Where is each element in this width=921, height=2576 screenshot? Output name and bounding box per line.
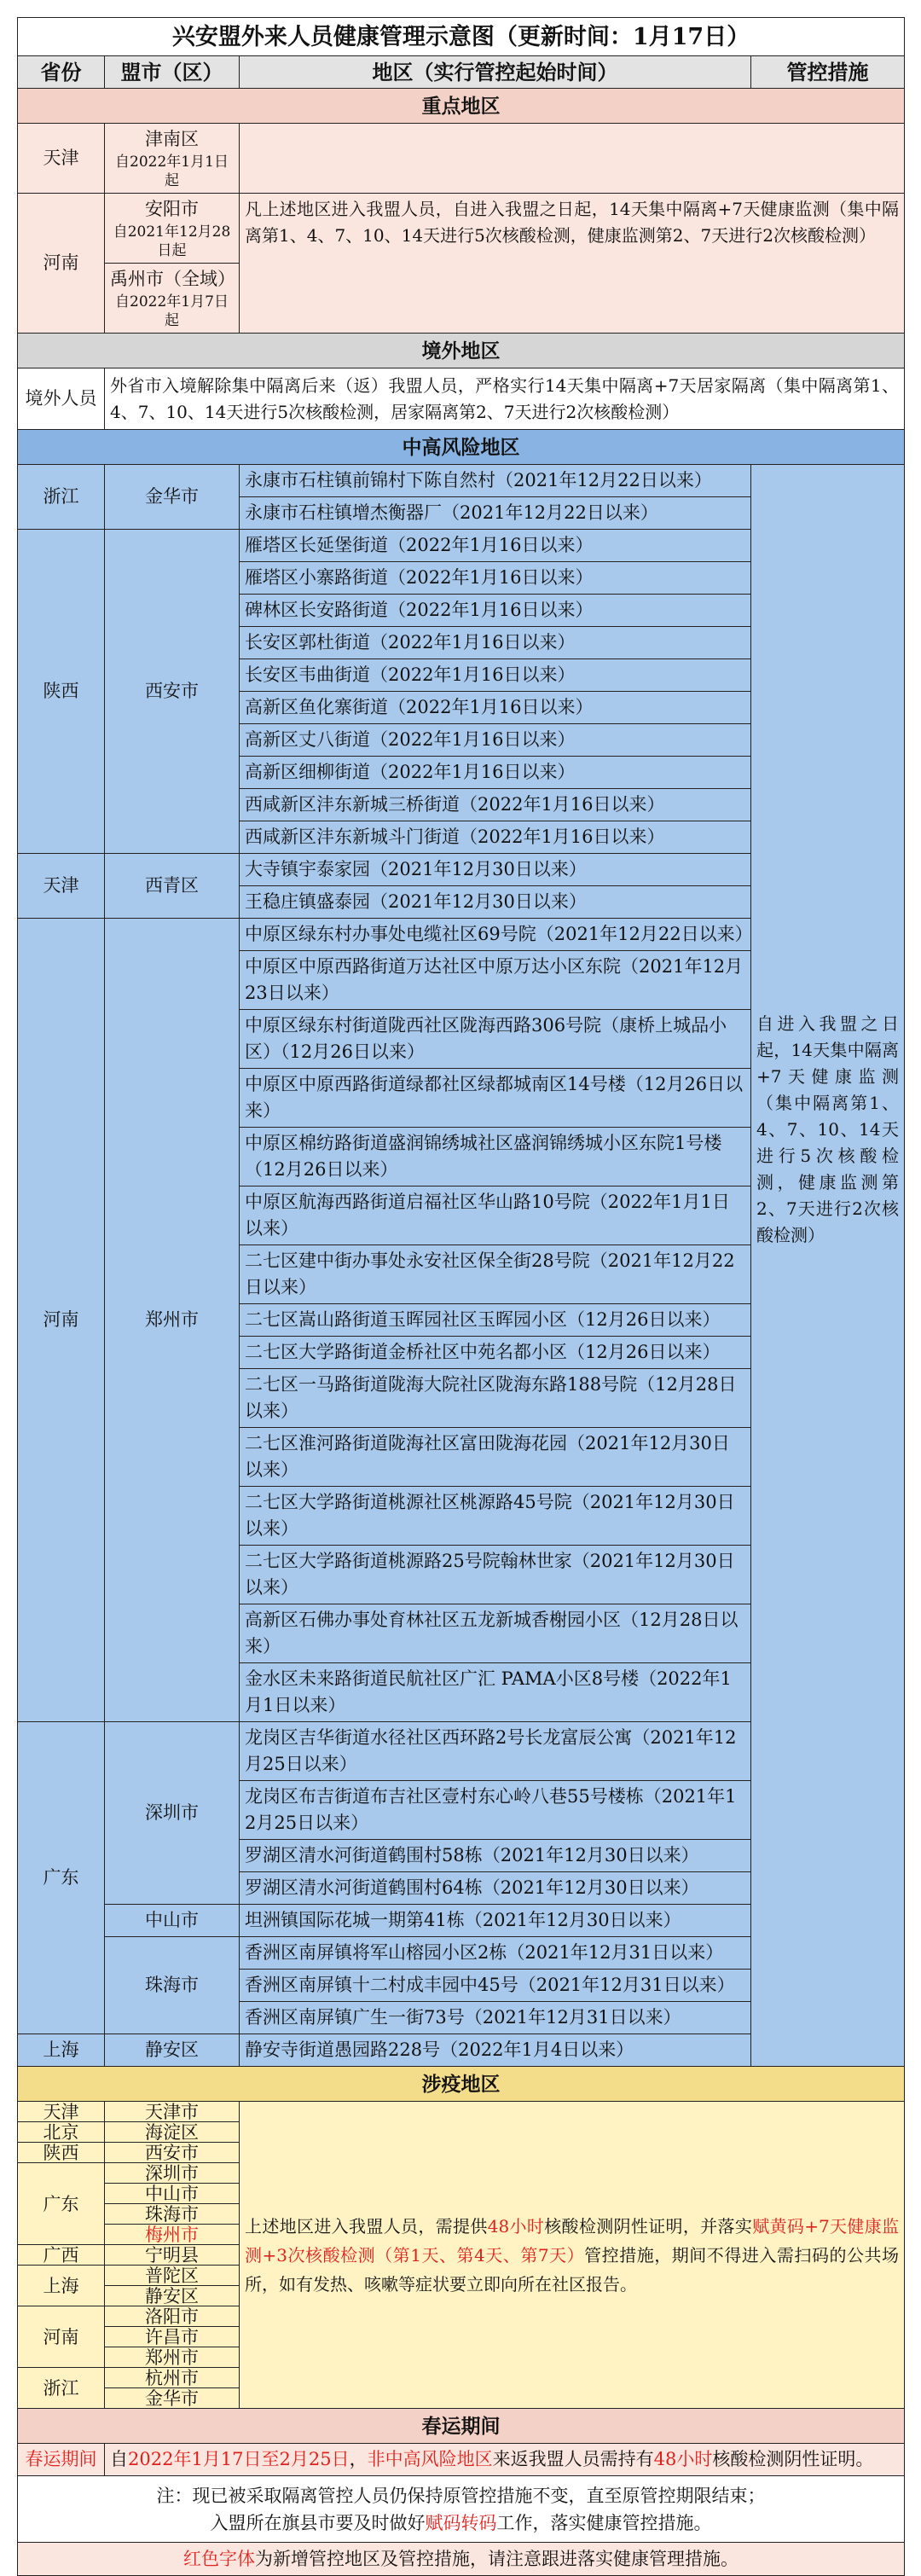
epidemic-city: 静安区	[105, 2286, 240, 2306]
epidemic-city: 西安市	[105, 2143, 240, 2163]
main-table	[17, 17, 905, 2576]
epidemic-city: 金华市	[105, 2388, 240, 2409]
epidemic-city: 许昌市	[105, 2327, 240, 2347]
risk-area: 高新区鱼化寨街道（2022年1月16日以来）	[240, 692, 751, 724]
risk-city: 珠海市	[105, 1937, 240, 2034]
risk-area: 雁塔区小寨路街道（2022年1月16日以来）	[240, 562, 751, 595]
key-province-henan: 河南	[18, 194, 105, 334]
risk-area: 王稳庄镇盛泰园（2021年12月30日以来）	[240, 886, 751, 919]
epidemic-city: 杭州市	[105, 2368, 240, 2388]
risk-city: 郑州市	[105, 919, 240, 1722]
footer-red-label: 红色字体	[183, 2549, 256, 2569]
risk-province: 广东	[18, 1722, 105, 2034]
spring-p4: 核酸检测阴性证明。	[712, 2449, 874, 2469]
risk-province: 河南	[18, 919, 105, 1722]
note-line2a: 入盟所在旗县市要及时做好	[210, 2512, 426, 2533]
section-risk: 中高风险地区	[18, 430, 905, 465]
risk-city: 西青区	[105, 854, 240, 919]
risk-area: 二七区淮河路街道陇海社区富田陇海花园（2021年12月30日以来）	[240, 1428, 751, 1487]
risk-province: 陕西	[18, 530, 105, 854]
epidemic-measure-r2: 赋黄码+7天健康监测+3次核酸检测（第1天、第4天、第7天）	[245, 2215, 900, 2266]
risk-area: 二七区一马路街道陇海大院社区陇海东路188号院（12月28日以来）	[240, 1369, 751, 1428]
note-line2-red: 赋码转码	[425, 2512, 497, 2533]
epidemic-province: 广东	[18, 2163, 105, 2245]
spring-label: 春运期间	[18, 2444, 105, 2476]
risk-area: 西咸新区沣东新城三桥街道（2022年1月16日以来）	[240, 789, 751, 821]
epidemic-province: 河南	[18, 2306, 105, 2368]
epidemic-city: 中山市	[105, 2184, 240, 2204]
epidemic-city: 深圳市	[105, 2163, 240, 2184]
spring-nonrisk: 非中高风险地区	[367, 2449, 493, 2469]
risk-area: 西咸新区沣东新城斗门街道（2022年1月16日以来）	[240, 821, 751, 854]
epidemic-city: 天津市	[105, 2102, 240, 2122]
key-city-name: 禹州市（全域）	[110, 269, 235, 289]
risk-area: 坦洲镇国际花城一期第41栋（2021年12月30日以来）	[240, 1905, 751, 1937]
risk-area: 金水区未来路街道民航社区广汇 PAMA小区8号楼（2022年1月1日以来）	[240, 1663, 751, 1722]
header-area: 地区（实行管控起始时间）	[240, 56, 751, 89]
epidemic-row	[18, 2102, 905, 2122]
risk-row	[18, 465, 905, 497]
epidemic-city: 郑州市	[105, 2347, 240, 2368]
risk-area: 罗湖区清水河街道鹤围村64栋（2021年12月30日以来）	[240, 1872, 751, 1905]
epidemic-measure-p3: 管控措施，期间不得进入需扫码的公共场所，如有发热、咳嗽等症状要立即向所在社区报告。	[245, 2244, 900, 2295]
spring-text	[105, 2444, 905, 2476]
epidemic-province: 广西	[18, 2245, 105, 2266]
section-key-area: 重点地区	[18, 89, 905, 124]
epidemic-city: 梅州市	[105, 2225, 240, 2245]
risk-area: 碑林区长安路街道（2022年1月16日以来）	[240, 595, 751, 627]
section-overseas: 境外地区	[18, 334, 905, 368]
risk-area: 中原区绿东村街道陇西社区陇海西路306号院（康桥上城品小区）（12月26日以来）	[240, 1010, 751, 1069]
risk-area: 中原区绿东村办事处电缆社区69号院（2021年12月22日以来）	[240, 919, 751, 951]
spring-p2: ，	[349, 2449, 368, 2469]
epidemic-city: 海淀区	[105, 2122, 240, 2143]
header-measure: 管控措施	[751, 56, 905, 89]
risk-area: 中原区中原西路街道万达社区中原万达小区东院（2021年12月23日以来）	[240, 951, 751, 1010]
risk-area: 长安区郭杜街道（2022年1月16日以来）	[240, 627, 751, 659]
risk-area: 龙岗区布吉街道布吉社区壹村东心岭八巷55号楼栋（2021年12月25日以来）	[240, 1781, 751, 1840]
risk-area: 中原区棉纺路街道盛润锦绣城社区盛润锦绣城小区东院1号楼（12月26日以来）	[240, 1128, 751, 1186]
risk-city: 静安区	[105, 2034, 240, 2067]
page-title: 兴安盟外来人员健康管理示意图（更新时间：1月17日）	[18, 18, 905, 56]
risk-area: 二七区大学路街道金桥社区中苑名都小区（12月26日以来）	[240, 1337, 751, 1369]
spring-48h: 48小时	[653, 2449, 713, 2469]
risk-area: 永康市石柱镇增杰衡器厂（2021年12月22日以来）	[240, 497, 751, 530]
risk-area: 永康市石柱镇前锦村下陈自然村（2021年12月22日以来）	[240, 465, 751, 497]
epidemic-measure-r1: 48小时	[487, 2215, 545, 2237]
key-measure: 凡上述地区进入我盟人员，自进入我盟之日起，14天集中隔离+7天健康监测（集中隔离第1、4、7、10、14天进行5次核酸检测，健康监测第2、7天进行2次核酸检测）	[240, 194, 905, 334]
key-province-tianjin: 天津	[18, 124, 105, 194]
key-empty-cell	[240, 124, 905, 194]
spring-date-range: 2022年1月17日至2月25日	[128, 2449, 350, 2469]
header-row	[18, 56, 905, 89]
epidemic-province: 北京	[18, 2122, 105, 2143]
epidemic-city: 珠海市	[105, 2204, 240, 2225]
section-spring: 春运期间	[18, 2409, 905, 2444]
risk-area: 高新区丈八街道（2022年1月16日以来）	[240, 724, 751, 757]
epidemic-measure	[240, 2102, 905, 2409]
risk-area: 二七区嵩山路街道玉晖园社区玉晖园小区（12月26日以来）	[240, 1304, 751, 1337]
key-city-name: 津南区	[145, 129, 199, 149]
header-province: 省份	[18, 56, 105, 89]
risk-area: 香洲区南屏镇将军山榕园小区2栋（2021年12月31日以来）	[240, 1937, 751, 1970]
risk-area: 香洲区南屏镇广生一街73号（2021年12月31日以来）	[240, 2002, 751, 2034]
key-city-date: 自2021年12月28日起	[113, 223, 231, 259]
risk-province: 浙江	[18, 465, 105, 530]
risk-area: 大寺镇宇泰家园（2021年12月30日以来）	[240, 854, 751, 886]
health-management-sheet	[17, 17, 904, 2569]
risk-area: 罗湖区清水河街道鹤围村58栋（2021年12月30日以来）	[240, 1840, 751, 1872]
risk-province: 上海	[18, 2034, 105, 2067]
risk-area: 中原区航海西路街道启福社区华山路10号院（2022年1月1日以来）	[240, 1186, 751, 1245]
key-city-date: 自2022年1月7日起	[115, 293, 229, 329]
epidemic-city: 普陀区	[105, 2266, 240, 2286]
epidemic-city: 洛阳市	[105, 2306, 240, 2327]
risk-city: 西安市	[105, 530, 240, 854]
key-city-jinnan	[105, 124, 240, 194]
risk-city: 深圳市	[105, 1722, 240, 1905]
risk-area: 长安区韦曲街道（2022年1月16日以来）	[240, 659, 751, 692]
overseas-label: 境外人员	[18, 368, 105, 430]
epidemic-province: 浙江	[18, 2368, 105, 2409]
risk-area: 静安寺街道愚园路228号（2022年1月4日以来）	[240, 2034, 751, 2067]
epidemic-province: 天津	[18, 2102, 105, 2122]
note-line1: 注：现已被采取隔离管控人员仍保持原管控措施不变，直至原管控期限结束；	[156, 2485, 766, 2506]
risk-area: 高新区细柳街道（2022年1月16日以来）	[240, 757, 751, 789]
note-line2b: 工作，落实健康管控措施。	[496, 2512, 712, 2533]
risk-measure: 自进入我盟之日起，14天集中隔离+7天健康监测（集中隔离第1、4、7、10、14天进行5次核酸检测，健康监测第2、7天进行2次核酸检测）	[751, 465, 905, 2067]
risk-area: 二七区建中街办事处永安社区保全街28号院（2021年12月22日以来）	[240, 1245, 751, 1304]
epidemic-province: 上海	[18, 2266, 105, 2306]
risk-area: 二七区大学路街道桃源社区桃源路45号院（2021年12月30日以来）	[240, 1487, 751, 1546]
overseas-text: 外省市入境解除集中隔离后来（返）我盟人员，严格实行14天集中隔离+7天居家隔离（集中隔离第1、4、7、10、14天进行5次核酸检测，居家隔离第2、7天进行2次核酸检测）	[105, 368, 905, 430]
key-city-yuzhou	[105, 264, 240, 334]
risk-area: 香洲区南屏镇十二村成丰园中45号（2021年12月31日以来）	[240, 1970, 751, 2002]
footer-cell	[18, 2543, 905, 2576]
risk-province: 天津	[18, 854, 105, 919]
key-city-anyang	[105, 194, 240, 264]
risk-area: 二七区大学路街道桃源路25号院翰林世家（2021年12月30日以来）	[240, 1546, 751, 1604]
epidemic-measure-p2: 核酸检测阴性证明，并落实	[544, 2215, 753, 2237]
risk-city: 金华市	[105, 465, 240, 530]
spring-p3: 来返我盟人员需持有	[492, 2449, 654, 2469]
risk-city: 中山市	[105, 1905, 240, 1937]
key-city-date: 自2022年1月1日起	[115, 154, 229, 189]
footer-text: 为新增管控地区及管控措施，请注意跟进落实健康管理措施。	[255, 2549, 739, 2569]
section-epidemic: 涉疫地区	[18, 2067, 905, 2102]
epidemic-measure-p1: 上述地区进入我盟人员，需提供	[245, 2215, 488, 2237]
risk-area: 中原区中原西路街道绿都社区绿都城南区14号楼（12月26日以来）	[240, 1069, 751, 1128]
epidemic-province: 陕西	[18, 2143, 105, 2163]
header-city: 盟市（区）	[105, 56, 240, 89]
risk-area: 高新区石佛办事处育林社区五龙新城香榭园小区（12月28日以来）	[240, 1604, 751, 1663]
note-cell	[18, 2476, 905, 2543]
key-city-name: 安阳市	[145, 199, 199, 219]
spring-p1: 自	[110, 2449, 128, 2469]
epidemic-city: 宁明县	[105, 2245, 240, 2266]
risk-area: 龙岗区吉华街道水径社区西环路2号长龙富辰公寓（2021年12月25日以来）	[240, 1722, 751, 1781]
risk-area: 雁塔区长延堡街道（2022年1月16日以来）	[240, 530, 751, 562]
